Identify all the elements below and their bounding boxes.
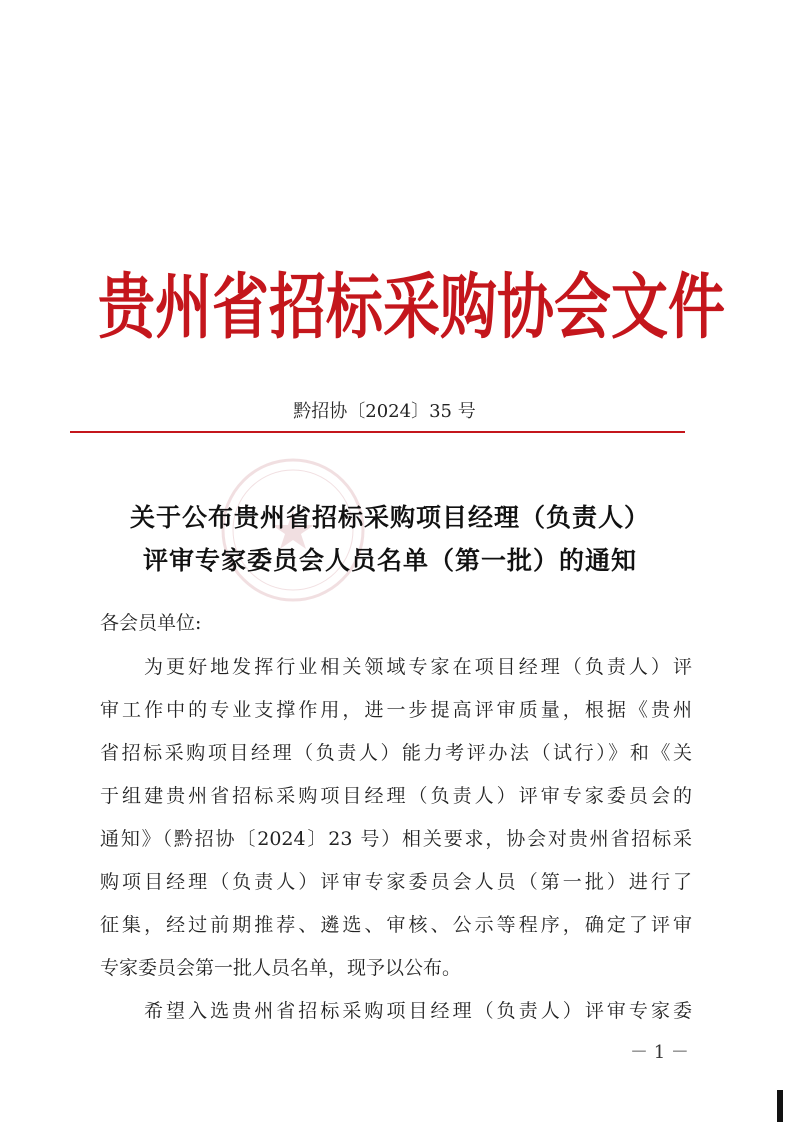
red-divider bbox=[70, 431, 685, 433]
scan-edge-mark bbox=[777, 1090, 783, 1122]
document-number: 黔招协〔2024〕35 号 bbox=[293, 401, 476, 422]
notice-title-line-1: 关于公布贵州省招标采购项目经理（负责人） bbox=[129, 503, 650, 532]
body-line: 征集，经过前期推荐、遴选、审核、公示等程序，确定了评审 bbox=[100, 914, 692, 936]
body-line: 为更好地发挥行业相关领域专家在项目经理（负责人）评 bbox=[144, 656, 692, 678]
page-number: － 1 － bbox=[630, 1042, 689, 1063]
body-line: 购项目经理（负责人）评审专家委员会人员（第一批）进行了 bbox=[100, 871, 692, 893]
body-line: 于组建贵州省招标采购项目经理（负责人）评审专家委员会的 bbox=[100, 785, 692, 807]
body-line: 通知》（黔招协〔2024〕23 号）相关要求，协会对贵州省招标采 bbox=[100, 828, 692, 850]
salutation: 各会员单位: bbox=[100, 612, 202, 634]
body-line: 希望入选贵州省招标采购项目经理（负责人）评审专家委 bbox=[144, 1000, 692, 1022]
notice-title-line-2: 评审专家委员会人员名单（第一批）的通知 bbox=[142, 546, 637, 575]
body-line: 专家委员会第一批人员名单，现予以公布。 bbox=[100, 957, 462, 979]
body-line: 省招标采购项目经理（负责人）能力考评办法（试行）》和《关 bbox=[100, 742, 692, 764]
body-line: 审工作中的专业支撑作用，进一步提高评审质量，根据《贵州 bbox=[100, 699, 692, 721]
masthead-title: 贵州省招标采购协会文件 bbox=[98, 266, 725, 349]
